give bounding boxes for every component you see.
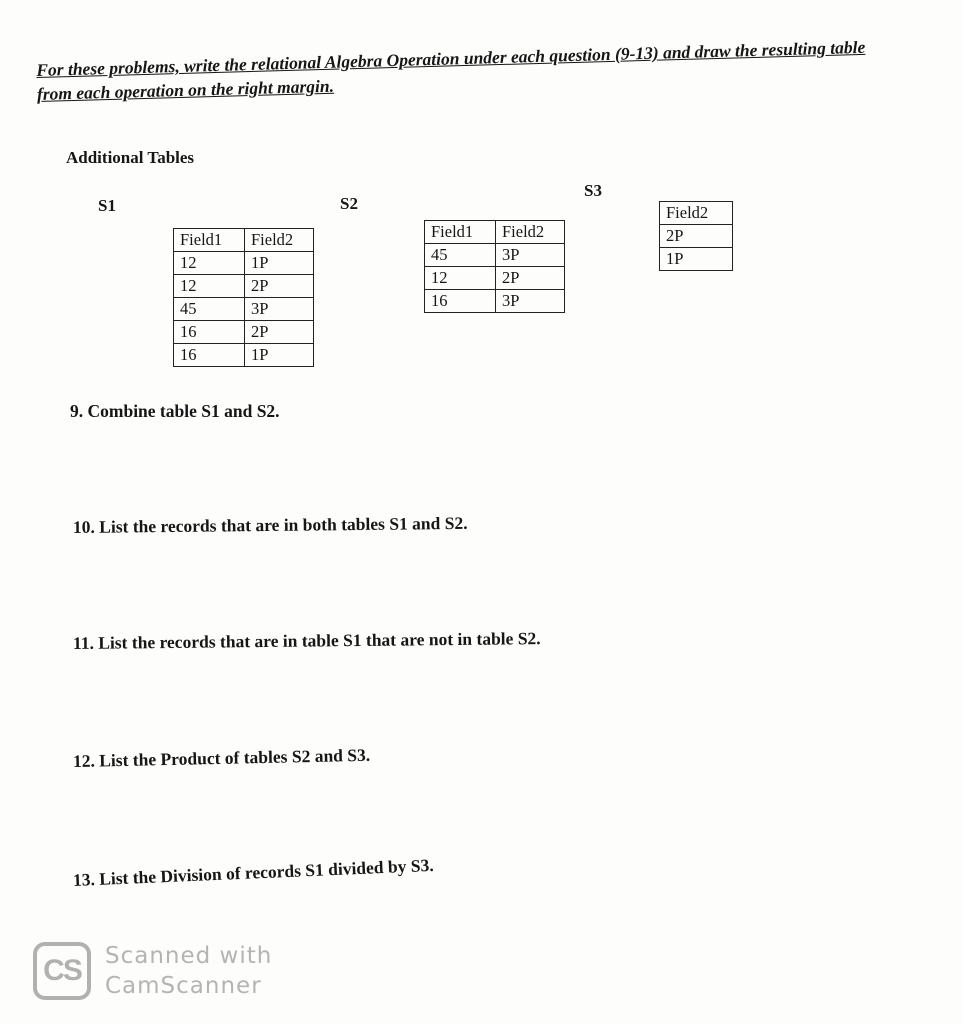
table-row	[174, 252, 314, 275]
table-cell: 12	[174, 275, 245, 298]
question-12: 12. List the Product of tables S2 and S3.	[72, 744, 371, 771]
table-cell: 12	[174, 252, 245, 275]
table-cell: 16	[425, 290, 496, 313]
watermark-text	[105, 941, 272, 1001]
question-11: 11. List the records that are in table S1 that are not in table S2.	[72, 628, 541, 653]
table-cell: 45	[425, 244, 496, 267]
table-s1-label: S1	[98, 196, 116, 215]
table-cell: 2P	[245, 321, 314, 344]
camscanner-logo-icon: CS	[33, 942, 91, 1000]
table-cell: 3P	[496, 290, 565, 313]
watermark-line-2: CamScanner	[105, 973, 262, 999]
table-s2-label: S2	[340, 194, 358, 213]
table-s2	[424, 220, 565, 313]
table-header-row	[425, 221, 565, 244]
question-13: 13. List the Division of records S1 divided by S3.	[72, 854, 434, 890]
table-row	[425, 290, 565, 313]
header-cell: Field2	[660, 202, 733, 225]
table-row	[174, 298, 314, 321]
table-s3-label: S3	[584, 181, 602, 200]
table-s1	[173, 228, 314, 367]
table-cell: 16	[174, 321, 245, 344]
table-cell: 16	[174, 344, 245, 367]
table-row	[174, 344, 314, 367]
table-row	[174, 275, 314, 298]
instructions: For these problems, write the relational Algebra Operation under each question (9-13) and draw the resulting table from each operation on the right margin.	[36, 36, 866, 104]
table-cell: 2P	[660, 225, 733, 248]
additional-tables-heading: Additional Tables	[66, 148, 195, 167]
table-row	[660, 248, 733, 271]
table-header-row	[174, 229, 314, 252]
header-cell: Field1	[425, 221, 496, 244]
table-row	[425, 244, 565, 267]
table-cell: 3P	[245, 298, 314, 321]
camscanner-watermark	[33, 941, 272, 1001]
table-cell: 45	[174, 298, 245, 321]
table-row	[425, 267, 565, 290]
table-cell: 1P	[660, 248, 733, 271]
table-cell: 12	[425, 267, 496, 290]
table-cell: 2P	[496, 267, 565, 290]
table-row	[174, 321, 314, 344]
question-10: 10. List the records that are in both tables S1 and S2.	[72, 512, 468, 537]
table-s3	[659, 201, 733, 271]
table-cell: 2P	[245, 275, 314, 298]
header-cell: Field2	[245, 229, 314, 252]
table-cell: 1P	[245, 252, 314, 275]
question-9: 9. Combine table S1 and S2.	[70, 401, 280, 421]
header-cell: Field1	[174, 229, 245, 252]
table-cell: 3P	[496, 244, 565, 267]
table-cell: 1P	[245, 344, 314, 367]
header-cell: Field2	[496, 221, 565, 244]
table-header-row	[660, 202, 733, 225]
table-row	[660, 225, 733, 248]
watermark-line-1: Scanned with	[105, 943, 273, 969]
